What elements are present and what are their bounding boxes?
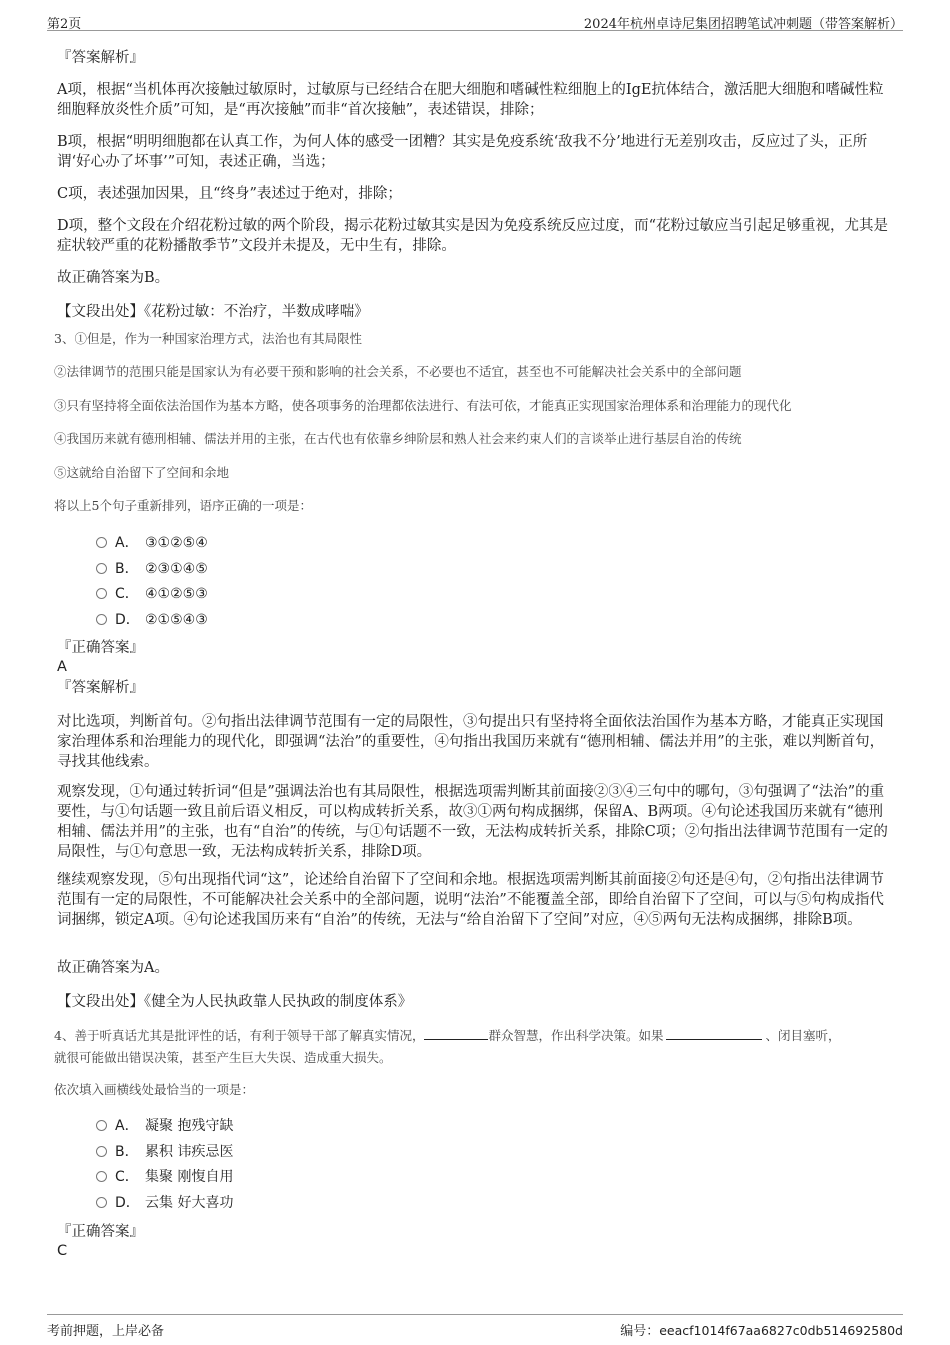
q4-stem: 4、善于听真话尤其是批评性的话，有利于领导干部了解真实情况， 群众智慧，作出科学决策。如果 、闭目塞听， 就很可能做出错误决策，甚至产生巨大失误、造成重大损失。 <box>54 1028 841 1065</box>
q4-prompt: 依次填入画横线处最恰当的一项是： <box>54 1082 255 1097</box>
q3-answer: A <box>57 659 67 675</box>
q3-analysis-para-3: 继续观察发现，⑤句出现指代词“这”，论述给自治留下了空间和余地。根据选项需判断其前面接②句还是④句，②句指出法律调节范围有一定的局限性，不可能解决社会关系中的全部问题，说明“法治”不能覆盖全部，即给自治留下了空间，可以与⑤句构成指代词捆绑，锁定A项。④句论述我国历来有“自治”的传统，无法与“给自治留下了空间”对应，④⑤两句无法构成捆绑，排除B项。 <box>57 872 884 928</box>
q4-option-d[interactable]: D． 云集 好大喜功 <box>96 1193 233 1213</box>
q2-analysis-conclusion: 故正确答案为B。 <box>57 270 170 286</box>
page-number: 第2页 <box>47 17 82 32</box>
q3-option-d[interactable]: D． ②①⑤④③ <box>96 610 208 630</box>
q2-analysis-para-c: C项，表述强加因果，且“终身”表述过于绝对，排除； <box>57 186 402 202</box>
q2-analysis-para-d: D项，整个文段在介绍花粉过敏的两个阶段，揭示花粉过敏其实是因为免疫系统反应过度，而“花粉过敏应当引起足够重视，尤其是症状较严重的花粉播散季节”文段并未提及，无中生有，排除。 <box>57 218 889 254</box>
q3-prompt: 将以上5个句子重新排列，语序正确的一项是： <box>54 498 312 513</box>
q3-sentence-5: ⑤这就给自治留下了空间和余地 <box>54 465 230 480</box>
q2-analysis-title: 『答案解析』 <box>57 50 144 66</box>
radio-icon[interactable] <box>96 1171 107 1182</box>
q3-answer-title: 『正确答案』 <box>57 640 144 656</box>
q4-option-a[interactable]: A． 凝聚 抱残守缺 <box>96 1116 233 1136</box>
document-code: 编号：eeacf1014f67aa6827c0db514692580d <box>620 1323 903 1339</box>
q3-option-c[interactable]: C． ④①②⑤③ <box>96 584 208 604</box>
q4-option-c[interactable]: C． 集聚 刚愎自用 <box>96 1167 233 1187</box>
page-footer <box>47 1314 903 1341</box>
q4-answer-title: 『正确答案』 <box>57 1224 144 1240</box>
q3-analysis-title: 『答案解析』 <box>57 680 144 696</box>
q3-sentence-2: ②法律调节的范围只能是国家认为有必要干预和影响的社会关系，不必要也不适宜，甚至也不可能解决社会关系中的全部问题 <box>54 364 742 379</box>
page-header <box>47 10 903 31</box>
footer-slogan: 考前押题，上岸必备 <box>47 1324 165 1339</box>
radio-icon[interactable] <box>96 588 107 599</box>
q2-analysis-para-a: A项，根据“当机体再次接触过敏原时，过敏原与已经结合在肥大细胞和嗜碱性粒细胞上的IgE抗体结合，激活肥大细胞和嗜碱性粒细胞释放炎性介质”可知，是“再次接触”而非“首次接触”，表述错误，排除； <box>57 82 884 118</box>
q4-option-b[interactable]: B． 累积 讳疾忌医 <box>96 1142 233 1162</box>
q2-source: 【文段出处】《花粉过敏：不治疗，半数成哮喘》 <box>57 304 369 320</box>
q3-sentence-3: ③只有坚持将全面依法治国作为基本方略，使各项事务的治理都依法进行、有法可依，才能真正实现国家治理体系和治理能力的现代化 <box>54 398 792 413</box>
q3-sentence-1: 3、①但是，作为一种国家治理方式，法治也有其局限性 <box>54 331 362 346</box>
q3-analysis-para-2: 观察发现，①句通过转折词“但是”强调法治也有其局限性，根据选项需判断其前面接②③④三句中的哪句，③句强调了“法治”的重要性，与①句话题一致且前后语义相反，可以构成转折关系，故③①两句构成捆绑，保留A、B两项。④句论述我国历来就有“德刑相辅、儒法并用”的主张，也有“自治”的传统，与①句话题不一致，无法构成转折关系，排除C项；②句指出法律调节范围有一定的局限性，与①句意思一致，无法构成转折关系，排除D项。 <box>57 784 888 860</box>
q3-sentence-4: ④我国历来就有德刑相辅、儒法并用的主张，在古代也有依靠乡绅阶层和熟人社会来约束人们的言谈举止进行基层自治的传统 <box>54 431 742 446</box>
q3-source: 【文段出处】《健全为人民执政靠人民执政的制度体系》 <box>57 994 413 1010</box>
q4-blank-2 <box>666 1027 762 1040</box>
q4-blank-1 <box>424 1027 488 1040</box>
q2-analysis-para-b: B项，根据“明明细胞都在认真工作，为何人体的感受一团糟？其实是免疫系统‘敌我不分’地进行无差别攻击，反应过了头，正所谓‘好心办了坏事’”可知，表述正确，当选； <box>57 134 868 170</box>
radio-icon[interactable] <box>96 1120 107 1131</box>
radio-icon[interactable] <box>96 614 107 625</box>
q3-option-a[interactable]: A． ③①②⑤④ <box>96 533 208 553</box>
radio-icon[interactable] <box>96 537 107 548</box>
q3-option-b[interactable]: B． ②③①④⑤ <box>96 559 208 579</box>
document-title: 2024年杭州卓诗尼集团招聘笔试冲刺题（带答案解析） <box>583 17 903 32</box>
q3-analysis-conclusion: 故正确答案为A。 <box>57 960 169 976</box>
radio-icon[interactable] <box>96 1146 107 1157</box>
radio-icon[interactable] <box>96 1197 107 1208</box>
q3-analysis-para-1: 对比选项，判断首句。②句指出法律调节范围有一定的局限性，③句提出只有坚持将全面依法治国作为基本方略，才能真正实现国家治理体系和治理能力的现代化，即强调“法治”的重要性，④句指出我国历来就有“德刑相辅、儒法并用”的主张，难以判断首句，寻找其他线索。 <box>57 714 885 770</box>
q4-answer: C <box>57 1243 68 1259</box>
radio-icon[interactable] <box>96 563 107 574</box>
